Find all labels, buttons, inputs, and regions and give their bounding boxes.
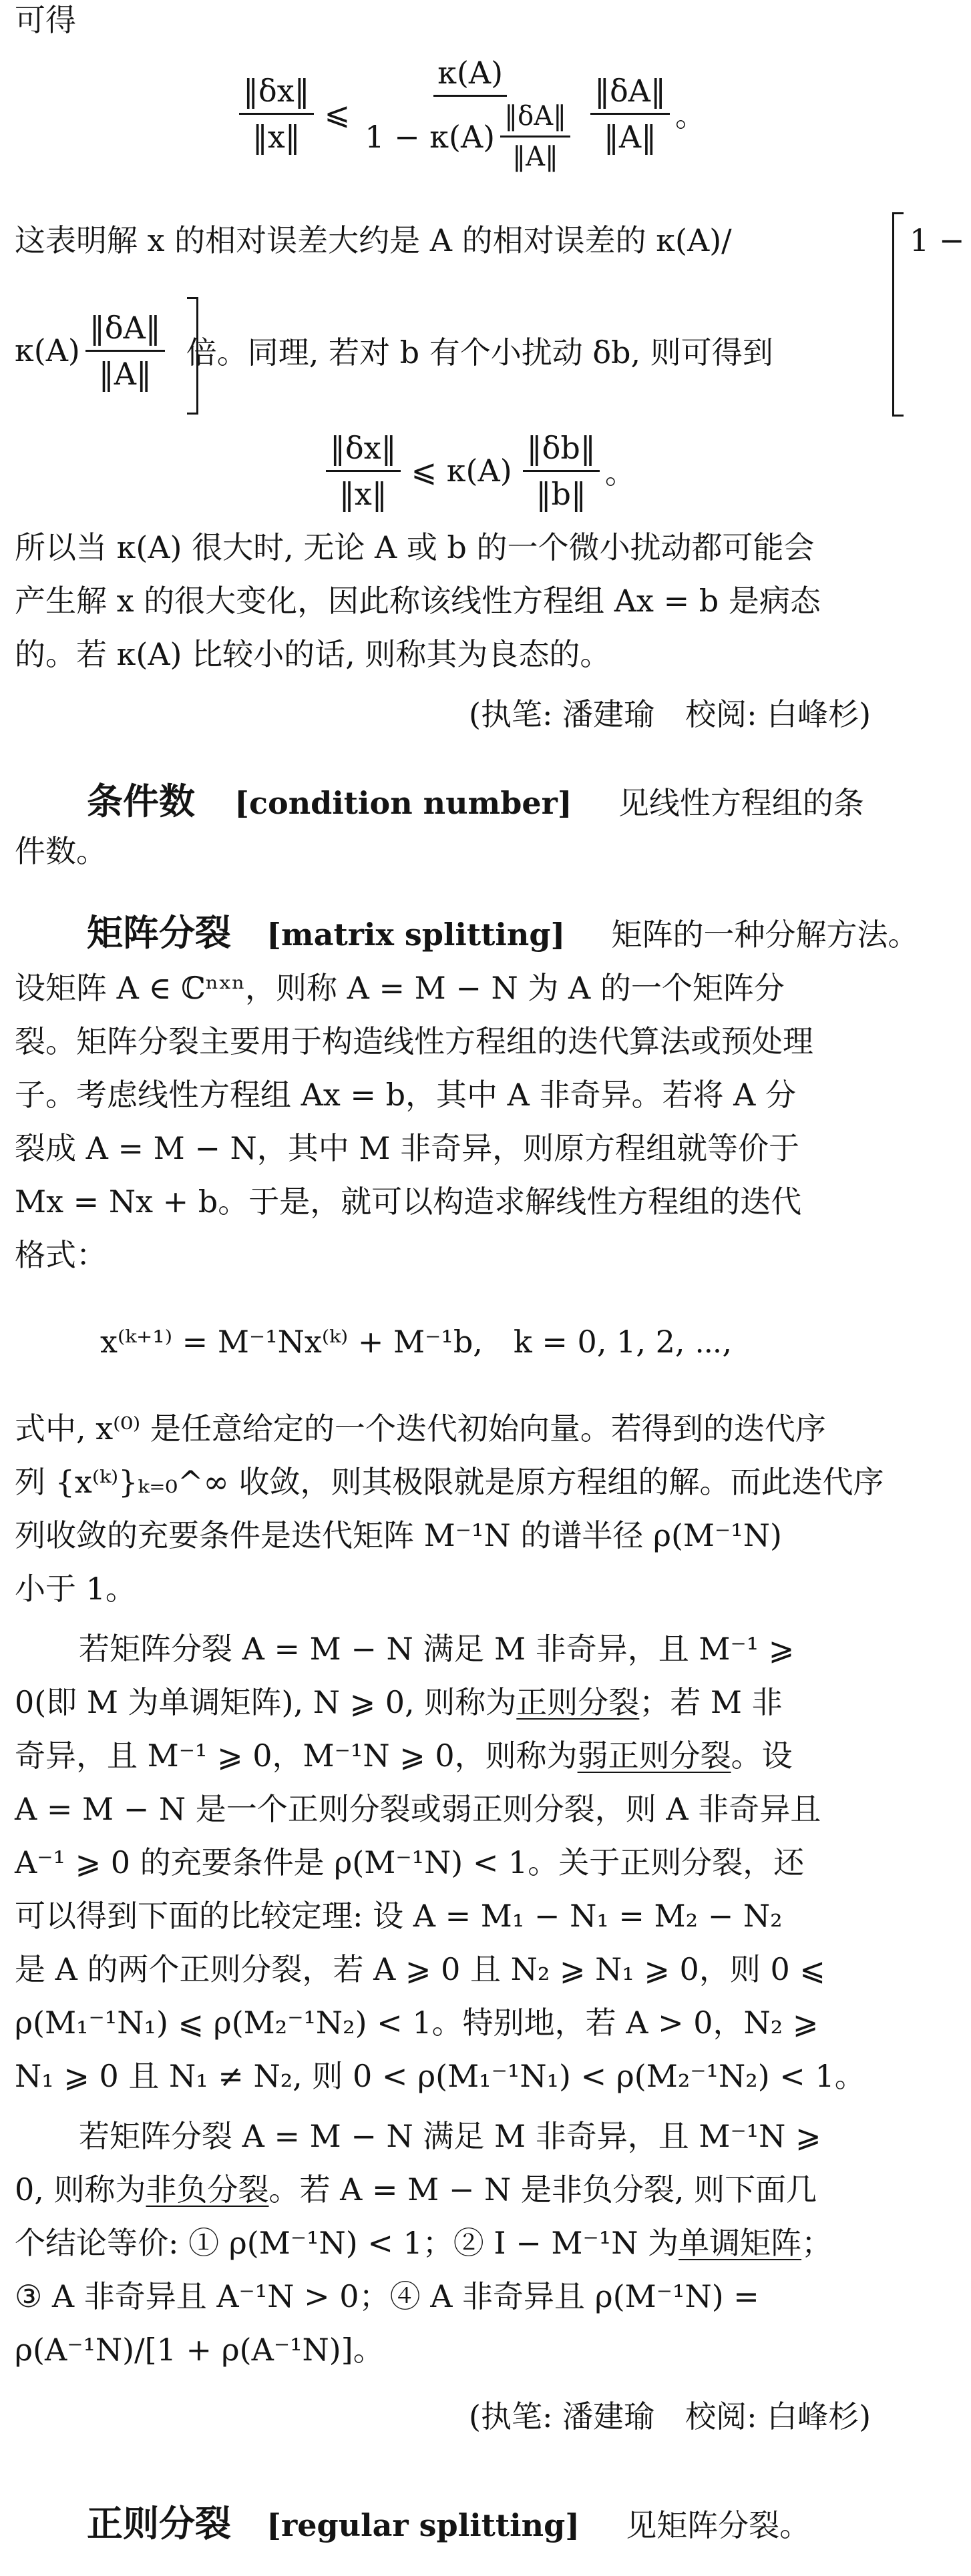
inline-fraction: $\frac{‖\delta A‖}{‖A‖}$ [85, 310, 165, 392]
entry-term: 矩阵分裂 [87, 912, 231, 954]
monotone-matrix-link[interactable]: 单调矩阵 [678, 2225, 802, 2261]
paragraph-line: N₁ ⩾ 0 且 N₁ ≠ N₂, 则 0 < ρ(M₁⁻¹N₁) < ρ(M₂⁻¹N₂) < 1。 [15, 2058, 865, 2094]
paragraph-line: 小于 1。 [15, 1571, 136, 1607]
paragraph-line: 个结论等价: ① ρ(M⁻¹N) < 1；② I − M⁻¹N 为单调矩阵； [15, 2225, 833, 2261]
entry-definition: 矩阵的一种分解方法。 [611, 917, 919, 953]
left-bracket [892, 212, 904, 417]
paragraph-line: 列收敛的充要条件是迭代矩阵 M⁻¹N 的谱半径 ρ(M⁻¹N) [15, 1517, 782, 1553]
paragraph-line: 列 {x⁽ᵏ⁾}ₖ₌₀^∞ 收敛，则其极限就是原方程组的解。而此迭代序 [15, 1464, 884, 1500]
entry-definition: 见线性方程组的条 [618, 785, 864, 821]
paragraph-line-with-fraction: κ(A) $\frac{‖\delta A‖}{‖A‖}$ 倍。同理, 若对 b 有个小扰动 δb, 则可得到 [15, 309, 773, 392]
weak-regular-splitting-link[interactable]: 弱正则分裂 [577, 1738, 731, 1774]
paragraph-line: 可以得到下面的比较定理: 设 A = M₁ − N₁ = M₂ − N₂ [15, 1898, 783, 1934]
entry-definition-cont: 件数。 [15, 833, 107, 869]
entry-term: 正则分裂 [87, 2503, 231, 2545]
paragraph-line: 裂成 A = M − N，其中 M 非奇异，则原方程组就等价于 [15, 1130, 800, 1166]
paragraph-line: ③ A 非奇异且 A⁻¹N > 0；④ A 非奇异且 ρ(M⁻¹N) = [15, 2278, 759, 2314]
paragraph-line: A⁻¹ ⩾ 0 的充要条件是 ρ(M⁻¹N) < 1。关于正则分裂，还 [15, 1844, 805, 1880]
equation-relative-error-b: $\frac{‖\delta x‖}{‖x‖}$ ⩽ κ(A) $\frac{‖\delta b‖}{‖b‖}$ 。 [321, 414, 636, 527]
eq1-lhs-fraction: $\frac{‖\delta x‖}{‖x‖}$ [239, 73, 314, 155]
paragraph-line: 的。若 κ(A) 比较小的话, 则称其为良态的。 [15, 636, 611, 672]
iteration-equation: x⁽ᵏ⁺¹⁾ = M⁻¹Nx⁽ᵏ⁾ + M⁻¹b, k = 0, 1, 2, ⋯, [100, 1324, 733, 1360]
right-bracket [187, 297, 198, 415]
paragraph-line: ρ(A⁻¹N)/[1 + ρ(A⁻¹N)]。 [15, 2332, 384, 2368]
nonnegative-splitting-link[interactable]: 非负分裂 [146, 2171, 269, 2208]
author-signature: (执笔: 潘建瑜 校阅: 白峰杉) [469, 2398, 871, 2434]
regular-splitting-link[interactable]: 正则分裂 [516, 1684, 640, 1720]
paragraph-line: 0(即 M 为单调矩阵), N ⩾ 0, 则称为正则分裂；若 M 非 [15, 1684, 783, 1720]
paragraph-line: 子。考虑线性方程组 Ax = b，其中 A 非奇异。若将 A 分 [15, 1077, 796, 1113]
paragraph-line: 若矩阵分裂 A = M − N 满足 M 非奇异，且 M⁻¹N ⩾ [79, 2118, 821, 2154]
paragraph-line: 格式： [15, 1237, 107, 1273]
paragraph-line: 产生解 x 的很大变化，因此称该线性方程组 Ax = b 是病态 [15, 583, 821, 619]
paragraph-line: Mx = Nx + b。于是，就可以构造求解线性方程组的迭代 [15, 1184, 802, 1220]
paragraph-line: 0, 则称为非负分裂。若 A = M − N 是非负分裂, 则下面几 [15, 2171, 817, 2208]
eq1-rhs-fraction: $\frac{‖\delta A‖}{‖A‖}$ [590, 73, 670, 155]
entry-term: 条件数 [87, 780, 195, 822]
eq1-middle-fraction: κ(A) 1 − κ(A) $\frac{‖\delta A‖}{‖A‖}$ [361, 55, 580, 172]
paragraph-line: 设矩阵 A ∈ ℂⁿˣⁿ，则称 A = M − N 为 A 的一个矩阵分 [15, 970, 785, 1006]
entry-regular-splitting [87, 2500, 810, 2548]
entry-definition: 见矩阵分裂。 [626, 2507, 811, 2543]
paragraph-line: 裂。矩阵分裂主要用于构造线性方程组的迭代算法或预处理 [15, 1023, 813, 1059]
entry-condition-number [87, 778, 864, 826]
author-signature: (执笔: 潘建瑜 校阅: 白峰杉) [469, 696, 871, 732]
paragraph-line: ρ(M₁⁻¹N₁) ⩽ ρ(M₂⁻¹N₂) < 1。特别地，若 A > 0，N₂ ⩾ [15, 2005, 819, 2041]
entry-english: [regular splitting] [266, 2507, 580, 2543]
entry-english: [matrix splitting] [266, 917, 566, 953]
paragraph-line: A = M − N 是一个正则分裂或弱正则分裂，则 A 非奇异且 [15, 1791, 821, 1827]
intro-text: 可得 [15, 2, 76, 38]
equation-relative-error-A: $\frac{‖\delta x‖}{‖x‖}$ ⩽ κ(A) 1 − κ(A) $\frac{‖\delta A‖}{‖A‖}$ $\frac{‖\delta A‖}{‖A‖}$ 。 [234, 40, 706, 187]
paragraph-line: 是 A 的两个正则分裂，若 A ⩾ 0 且 N₂ ⩾ N₁ ⩾ 0，则 0 ⩽ [15, 1951, 825, 1987]
paragraph-line-tail: 1 − [910, 222, 965, 258]
paragraph-line: 式中, x⁽⁰⁾ 是任意给定的一个迭代初始向量。若得到的迭代序 [15, 1410, 826, 1447]
eq2-rhs-fraction: $\frac{‖\delta b‖}{‖b‖}$ [523, 430, 600, 512]
entry-english: [condition number] [234, 785, 572, 821]
eq2-lhs-fraction: $\frac{‖\delta x‖}{‖x‖}$ [326, 430, 401, 512]
paragraph-line: 所以当 κ(A) 很大时, 无论 A 或 b 的一个微小扰动都可能会 [15, 529, 815, 565]
paragraph-line: 奇异，且 M⁻¹ ⩾ 0，M⁻¹N ⩾ 0，则称为弱正则分裂。设 [15, 1738, 793, 1774]
entry-matrix-splitting [87, 909, 919, 957]
paragraph-line: 若矩阵分裂 A = M − N 满足 M 非奇异，且 M⁻¹ ⩾ [79, 1631, 795, 1667]
paragraph-line: 这表明解 x 的相对误差大约是 A 的相对误差的 κ(A)/ [15, 222, 732, 258]
